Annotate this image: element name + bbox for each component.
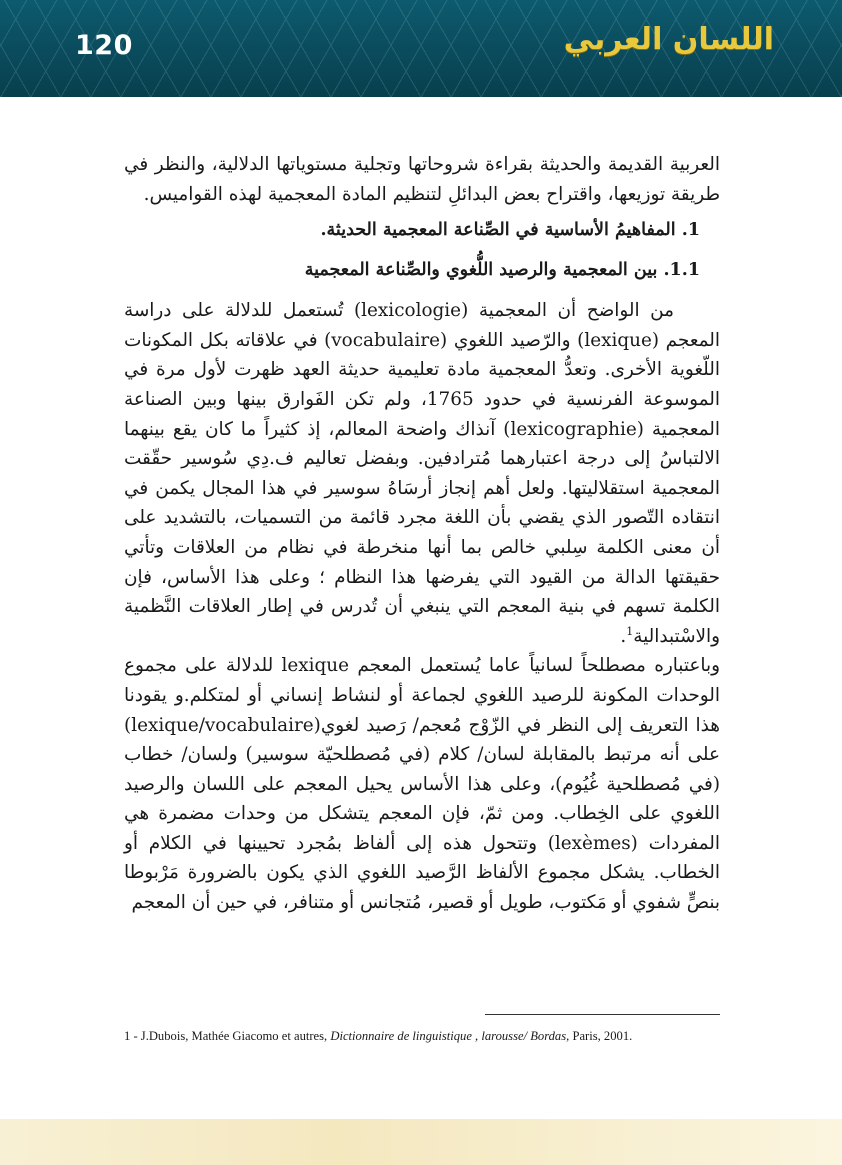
footnote-source: 1 - J.Dubois, Mathée Giacomo et autres,: [124, 1029, 328, 1043]
footnote-place-year: Paris, 2001.: [572, 1029, 633, 1043]
page-footer-band: [0, 1119, 842, 1165]
journal-logo: اللسان العربي: [563, 22, 774, 57]
main-paragraph: [124, 296, 720, 651]
page-header: [0, 0, 842, 97]
page-number: 120: [75, 30, 133, 61]
continuation-paragraph: وباعتباره مصطلحاً لسانياً عاما يُستعمل المعجم lexique للدلالة على مجموع الوحدات المكونة للرصيد اللغوي لجماعة أو لنشاط إنساني أو لمتكلم.و يقودنا هذا التعريف إلى النظر في الزّوْج مُعجم/ رَصيد لغوي(lexique/vocabulaire) على أنه مرتبط بالمقابلة لسان/ كلام (في مُصطلحيّة سوسير) ولسان/ خطاب (في مُصطلحية غُيُوم)، وعلى هذا الأساس يحيل المعجم على اللسان والرصيد اللغوي على الخِطاب. ومن ثمّ، فإن المعجم يتشكل من وحدات مضمرة هي المفردات (lexèmes) وتتحول هذه إلى ألفاظ بمُجرد تحيينها في الكلام أو الخطاب. يشكل مجموع الألفاظ الرَّصيد اللغوي الذي يكون بالضرورة مَرْبوطا بنصٍّ شفوي أو مَكتوب، طويل أو قصير، مُتجانس أو متنافر، في حين أن المعجم: [124, 655, 720, 914]
footnote: [124, 1027, 720, 1045]
subsection-heading: 1.1. بين المعجمية والرصيد اللُّغوي والصِّناعة المعجمية: [304, 260, 700, 281]
article-body: [124, 150, 720, 918]
main-paragraph-end: .: [620, 625, 627, 647]
section-heading: 1. المفاهيمُ الأساسية في الصِّناعة المعجمية الحديثة.: [320, 220, 700, 241]
footnote-title: Dictionnaire de linguistique , larousse/ Bordas,: [330, 1029, 570, 1043]
footnote-divider: [485, 1014, 720, 1015]
footnote-marker[interactable]: 1: [626, 624, 634, 638]
main-paragraph-text: من الواضح أن المعجمية (lexicologie) تُستعمل للدلالة على دراسة المعجم (lexique) والرّصيد اللغوي (vocabulaire) في علاقاته بكل المكونات اللّغوية الأخرى. وتعدُّ المعجمية مادة تعليمية حديثة العهد ظهرت لأول مرة في الموسوعة الفرنسية في حدود 1765، ولم تكن الفَوارق بينها وبين الصناعة المعجمية (lexicographie) آنذاك واضحة المعالم، إذ كثيراً ما كان يقع بينهما الالتباسُ إلى درجة اعتبارهما مُترادفين. وبفضل تعاليم ف.دِي سُوسير حقّقت المعجمية استقلاليتها. ولعل أهم إنجاز أرسَاهُ سوسير في هذا المجال يكمن في انتقاده التّصور الذي يقضي بأن اللغة مجرد قائمة من التسميات، بالتشديد على أن معنى الكلمة سِلبي خالص بما أنها منخرطة في نظام من العلاقات وتأتي حقيقتها الدالة من القيود التي يفرضها هذا النظام ؛ وعلى هذا الأساس، فإن الكلمة تسهم في بنية المعجم التي ينبغي أن تُدرس في إطار العلاقات النَّظمية والاسْتبدالية: [124, 300, 721, 647]
intro-paragraph: العربية القديمة والحديثة بقراءة شروحاتها وتجلية مستوياتها الدلالية، والنظر في طريقة توزيعها، واقتراح بعض البدائلِ لتنظيم المادة المعجمية لهذه القواميس.: [124, 154, 720, 205]
